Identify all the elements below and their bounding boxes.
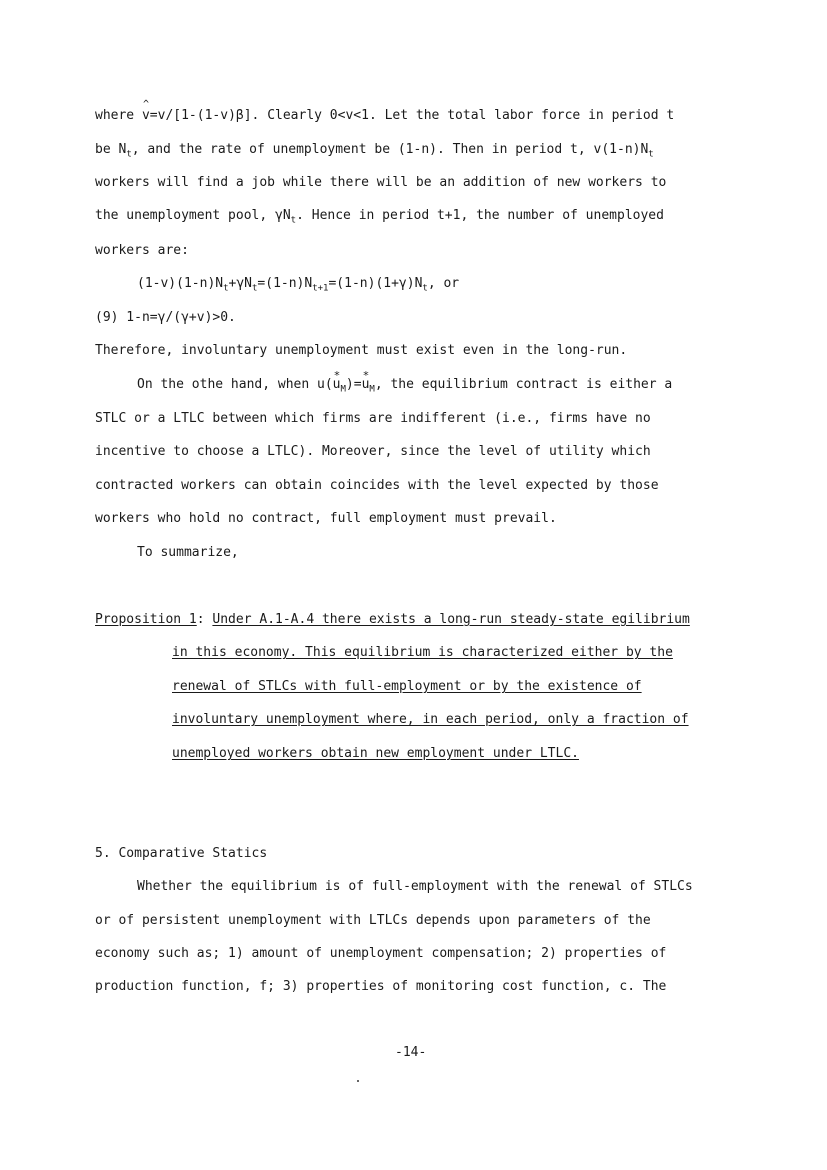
scan-speck [357,1080,359,1082]
text-line: workers will find a job while there will be an addition of new workers to [95,175,667,190]
proposition-line: unemployed workers obtain new employment under LTLC. [172,746,579,761]
proposition-line: in this economy. This equilibrium is characterized either by the [172,645,673,660]
page-number: -14- [395,1045,427,1060]
equation: $(1-v)(1-n)N_t+\gamma N_t=(1-n)N_{t+1}=(1-n)(1+\gamma)N_t$, or [137,276,460,294]
proposition-label: Proposition 1 [95,612,197,627]
text-line: where ^ v=v/[1-(1-v)β]. Clearly 0<v<1. Let the total labor force in period t [95,107,674,125]
text-line: be $N_t$, and the rate of unemployment be (1-n). Then in period t, $v(1-n)N_t$ [95,142,654,160]
hat-symbol: ^ v [142,107,150,125]
proposition-line: renewal of STLCs with full-employment or by the existence of [172,679,642,694]
text-line: To summarize, [137,545,239,560]
text-line: contracted workers can obtain coincides with the level expected by those [95,478,659,493]
text-line: Therefore, involuntary unemployment must exist even in the long-run. [95,343,628,358]
text-line: incentive to choose a LTLC). Moreover, since the level of utility which [95,444,651,459]
text-line: On the othe hand, when u(* $u_M)=*$ $u_M$, the equilibrium contract is either a [137,376,672,394]
text-line: economy such as; 1) amount of unemployment compensation; 2) properties of [95,946,667,961]
text-line: Whether the equilibrium is of full-employment with the renewal of STLCs [137,879,693,894]
equation-9: (9) 1-n=γ/(γ+v)>0. [95,310,236,325]
proposition-line: Proposition 1: Under A.1-A.4 there exists a long-run steady-state egilibrium [95,612,690,627]
text-line: the unemployment pool, $\gamma N_t$. Hence in period t+1, the number of unemployed [95,208,664,226]
proposition-line: involuntary unemployment where, in each period, only a fraction of [172,712,689,727]
section-heading: 5. Comparative Statics [95,846,268,861]
text-line: workers are: [95,243,189,258]
text-line: production function, f; 3) properties of monitoring cost function, c. The [95,979,667,994]
text-line: workers who hold no contract, full employment must prevail. [95,511,557,526]
text-line: STLC or a LTLC between which firms are indifferent (i.e., firms have no [95,411,651,426]
text-line: or of persistent unemployment with LTLCs depends upon parameters of the [95,913,651,928]
